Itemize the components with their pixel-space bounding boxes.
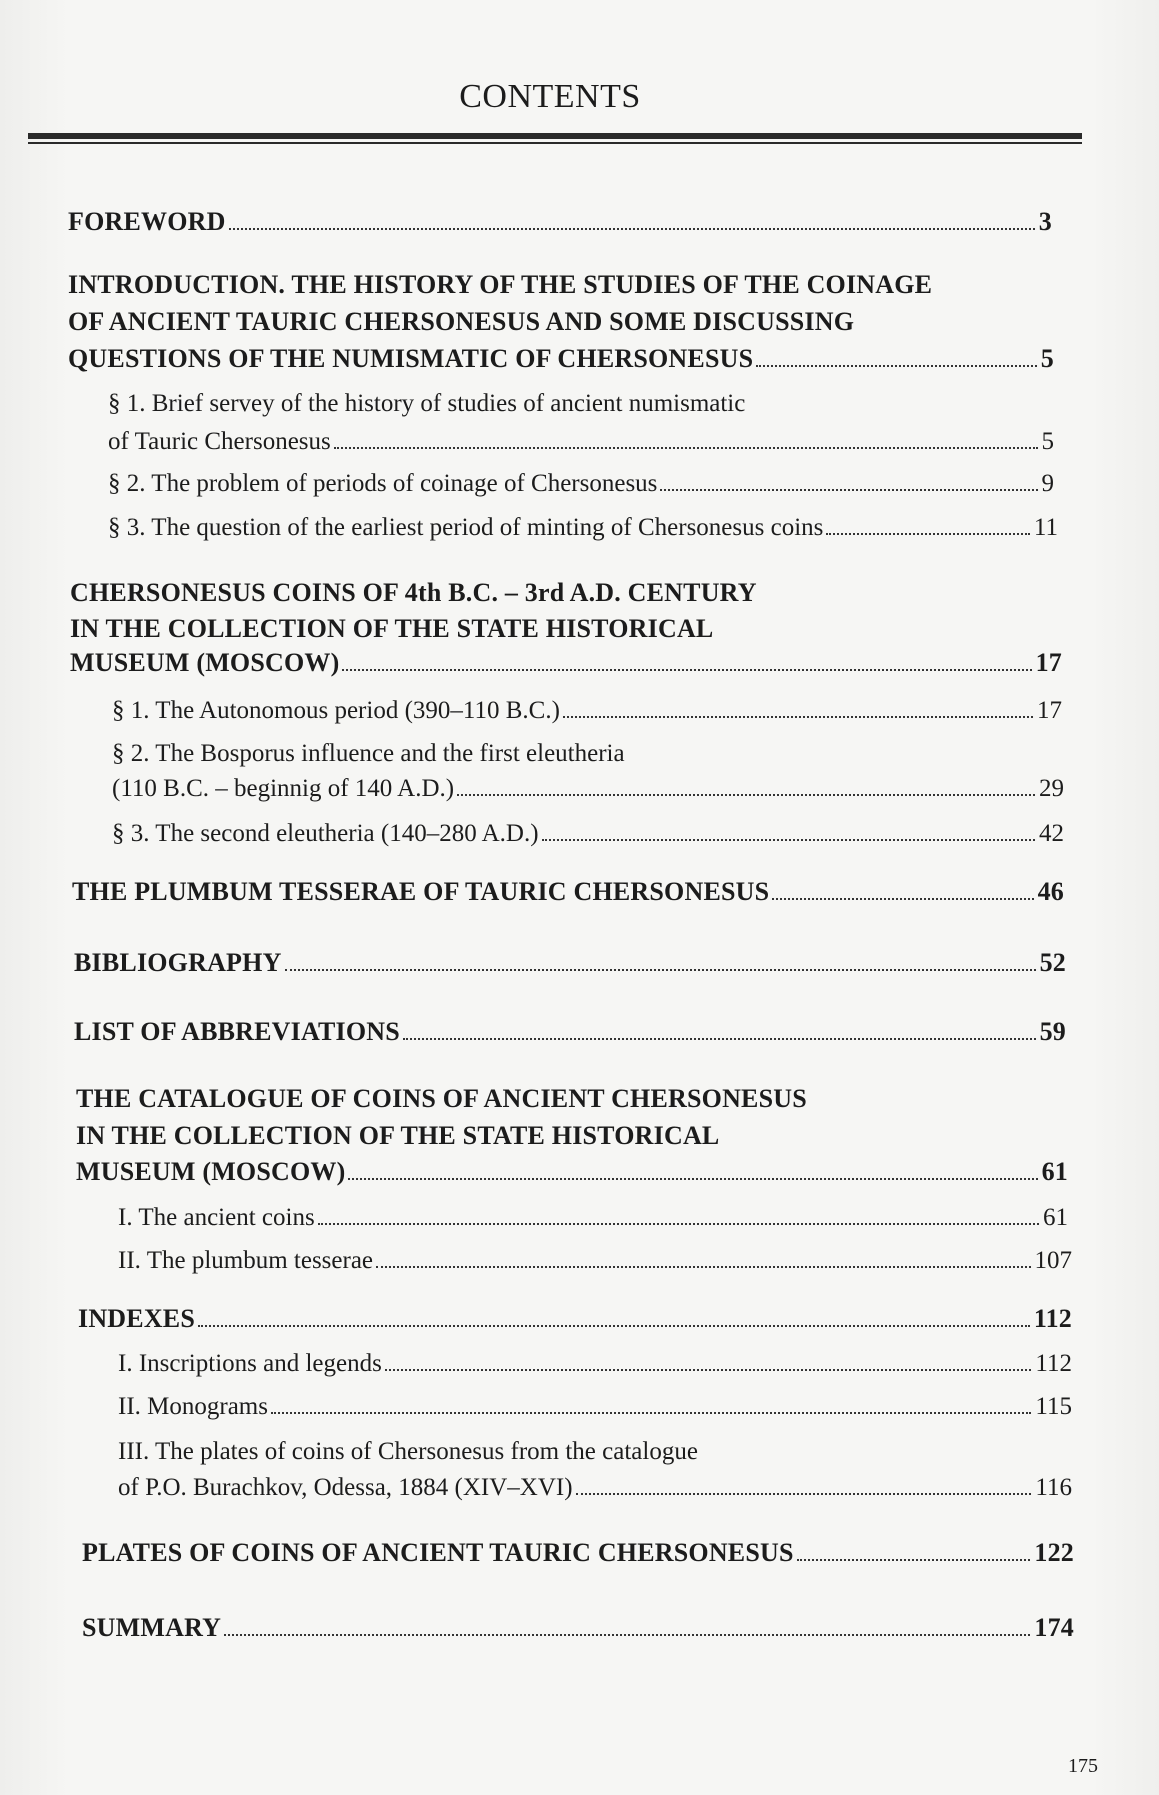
toc-entry-page: 9 [1041,470,1054,497]
toc-entry-title: PLATES OF COINS OF ANCIENT TAURIC CHERSONESUS [82,1538,794,1567]
dot-leader [285,968,1036,971]
dot-leader [660,488,1037,491]
toc-entry-page: 42 [1039,820,1064,847]
toc-subentry [118,1247,1072,1275]
dot-leader [542,838,1035,841]
dot-leader [229,227,1035,230]
toc-entry-title: § 1. The Autonomous period (390–110 B.C.) [112,697,560,724]
toc-entry-page: 112 [1035,1350,1072,1377]
dot-leader [385,1368,1032,1371]
dot-leader [772,897,1033,900]
toc-entry-title: II. The plumbum tesserae [118,1247,374,1274]
toc-entry-page: 5 [1040,344,1054,373]
toc-entry-page: 115 [1035,1393,1072,1420]
toc-entry-page: 116 [1035,1474,1072,1501]
toc-entry-title: SUMMARY [82,1613,222,1642]
toc-entry-chersonesus-coins [70,648,1062,678]
toc-subentry [112,820,1064,848]
toc-entry-summary [82,1613,1074,1643]
toc-entry-title: BIBLIOGRAPHY [74,948,282,977]
toc-entry-title: § 3. The second eleutheria (140–280 A.D.) [112,820,539,847]
toc-entry-title: I. The ancient coins [118,1204,315,1231]
toc-subentry-title-line: § 1. Brief servey of the history of studies of ancient numismatic [108,390,746,417]
dot-leader [342,668,1031,671]
toc-entry-catalogue [76,1157,1068,1187]
toc-entry-page: 11 [1033,514,1058,541]
toc-entry-title: (110 B.C. – beginnig of 140 A.D.) [112,775,455,802]
toc-entry-title-line: INTRODUCTION. THE HISTORY OF THE STUDIES OF THE COINAGE [68,270,933,299]
toc-entry-introduction [68,344,1054,374]
toc-entry-title: MUSEUM (MOSCOW) [76,1157,346,1186]
toc-entry-title: THE PLUMBUM TESSERAE OF TAURIC CHERSONESUS [72,877,770,906]
toc-entry-page: 17 [1035,648,1062,677]
toc-entry-title-line: IN THE COLLECTION OF THE STATE HISTORICAL [76,1121,720,1150]
dot-leader [224,1633,1030,1636]
toc-entry-plumbum-tesserae [72,877,1064,907]
toc-entry-title: I. Inscriptions and legends [118,1350,382,1377]
toc-entry-bibliography [74,948,1066,978]
toc-entry-title-line: OF ANCIENT TAURIC CHERSONESUS AND SOME DISCUSSING [68,307,855,336]
dot-leader [348,1177,1037,1180]
dot-leader [563,715,1033,718]
toc-entry-title: § 2. The problem of periods of coinage of Chersonesus [108,470,658,497]
toc-entry-page: 3 [1038,207,1052,236]
toc-entry-page: 29 [1039,775,1064,802]
toc-entry-page: 61 [1041,1157,1068,1186]
page-title: CONTENTS [459,78,641,115]
toc-subentry [108,428,1054,456]
toc-entry-title: § 3. The question of the earliest period of minting of Chersonesus coins [108,514,824,541]
toc-entry-page: 59 [1039,1017,1066,1046]
dot-leader [826,532,1030,535]
toc-entry-page: 52 [1039,948,1066,977]
dot-leader [334,446,1038,449]
dot-leader [271,1411,1031,1414]
dot-leader [756,364,1037,367]
dot-leader [318,1222,1039,1225]
toc-entry-page: 5 [1041,428,1054,455]
toc-subentry [112,697,1062,725]
toc-entry-title: LIST OF ABBREVIATIONS [74,1017,400,1046]
toc-subentry [118,1204,1068,1232]
toc-entry-title: II. Monograms [118,1393,268,1420]
toc-subentry [112,775,1064,803]
toc-entry-page: 17 [1037,697,1062,724]
page-number: 175 [1068,1755,1098,1777]
dot-leader [198,1324,1030,1327]
toc-entry-foreword [68,207,1052,237]
toc-entry-title: QUESTIONS OF THE NUMISMATIC OF CHERSONESUS [68,344,754,373]
toc-subentry [108,514,1058,542]
toc-entry-title: of P.O. Burachkov, Odessa, 1884 (XIV–XVI) [118,1474,573,1501]
toc-entry-page: 112 [1033,1304,1072,1333]
toc-entry-title-line: CHERSONESUS COINS OF 4th B.C. – 3rd A.D. CENTURY [70,578,757,607]
toc-subentry [118,1393,1072,1421]
dot-leader [797,1558,1031,1561]
dot-leader [376,1265,1030,1268]
toc-entry-title: of Tauric Chersonesus [108,428,331,455]
toc-subentry [108,470,1054,498]
toc-entry-page: 107 [1034,1247,1072,1274]
toc-entry-page: 122 [1034,1538,1074,1567]
dot-leader [457,793,1035,796]
toc-entry-title: INDEXES [78,1304,195,1333]
toc-entry-title: MUSEUM (MOSCOW) [70,648,340,677]
toc-entry-title-line: THE CATALOGUE OF COINS OF ANCIENT CHERSONESUS [76,1084,807,1113]
toc-entry-indexes [78,1304,1072,1334]
toc-entry-title-line: IN THE COLLECTION OF THE STATE HISTORICAL [70,614,714,643]
toc-entry-page: 61 [1043,1204,1068,1231]
toc-entry-title: FOREWORD [68,207,226,236]
toc-entry-page: 46 [1037,877,1064,906]
dot-leader [403,1037,1036,1040]
toc-subentry [118,1350,1072,1378]
toc-entry-abbreviations [74,1017,1066,1047]
dot-leader [576,1492,1032,1495]
toc-subentry-title-line: III. The plates of coins of Chersonesus from the catalogue [118,1438,698,1465]
toc-entry-plates [82,1538,1074,1568]
toc-subentry-title-line: § 2. The Bosporus influence and the first eleutheria [112,740,625,767]
toc-entry-page: 174 [1034,1613,1074,1642]
toc-subentry [118,1474,1072,1502]
